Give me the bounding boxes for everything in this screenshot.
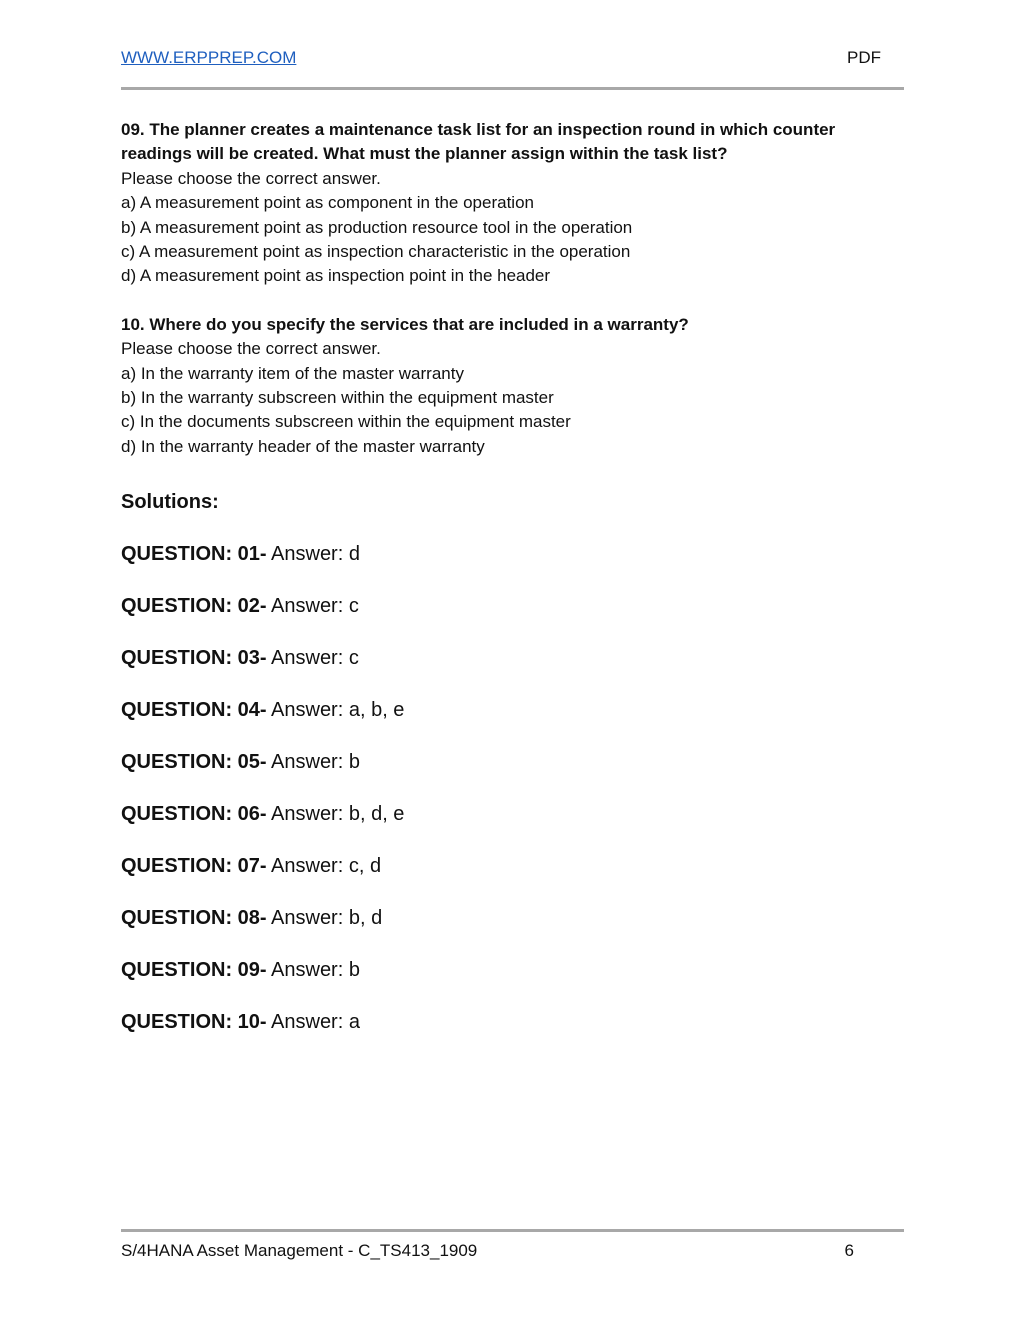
- answer-row: [121, 750, 901, 774]
- page-number: 6: [844, 1241, 854, 1260]
- option-b: b) In the warranty subscreen within the equipment master: [121, 388, 554, 408]
- answer-value: Answer: a: [266, 1011, 360, 1034]
- question-title-continued: readings will be created. What must the planner assign within the task list?: [121, 144, 728, 164]
- page-footer: [121, 1241, 854, 1265]
- answer-row: [121, 594, 901, 618]
- answer-row: [121, 958, 901, 982]
- answer-value: Answer: b: [266, 959, 360, 982]
- answer-question-label: QUESTION: 10-: [121, 1011, 267, 1034]
- answer-row: [121, 542, 901, 566]
- answer-question-label: QUESTION: 07-: [121, 855, 267, 878]
- option-c: c) A measurement point as inspection characteristic in the operation: [121, 242, 631, 262]
- answer-value: Answer: d: [266, 543, 360, 566]
- question-instruction: Please choose the correct answer.: [121, 168, 381, 188]
- answer-row: [121, 1010, 901, 1034]
- footer-title: S/4HANA Asset Management - C_TS413_1909: [121, 1241, 478, 1260]
- answer-value: Answer: b, d: [266, 907, 383, 930]
- footer-divider: [121, 1229, 904, 1232]
- answer-value: Answer: c: [266, 595, 359, 618]
- answer-row: [121, 854, 901, 878]
- solutions-heading: Solutions:: [121, 491, 219, 514]
- question-title: 10. Where do you specify the services that are included in a warranty?: [121, 314, 689, 334]
- answer-value: Answer: b, d, e: [266, 803, 405, 826]
- answer-question-label: QUESTION: 08-: [121, 907, 267, 930]
- header-divider: [121, 87, 904, 90]
- question-09: [121, 118, 901, 289]
- option-c: c) In the documents subscreen within the equipment master: [121, 412, 571, 432]
- answer-value: Answer: c, d: [266, 855, 382, 878]
- answer-question-label: QUESTION: 03-: [121, 647, 267, 670]
- option-a: a) In the warranty item of the master warranty: [121, 363, 464, 383]
- option-b: b) A measurement point as production resource tool in the operation: [121, 217, 633, 237]
- answers-list: [121, 542, 901, 1034]
- site-link[interactable]: WWW.ERPPREP.COM: [121, 48, 297, 67]
- option-d: d) In the warranty header of the master warranty: [121, 436, 485, 456]
- answer-question-label: QUESTION: 06-: [121, 803, 267, 826]
- spacer: [121, 289, 901, 313]
- page-header: [121, 48, 881, 72]
- option-a: a) A measurement point as component in the operation: [121, 193, 534, 213]
- answer-value: Answer: a, b, e: [266, 699, 405, 722]
- answer-row: [121, 646, 901, 670]
- question-10: [121, 313, 901, 459]
- question-instruction: Please choose the correct answer.: [121, 339, 381, 359]
- answer-question-label: QUESTION: 02-: [121, 595, 267, 618]
- answer-value: Answer: c: [266, 647, 359, 670]
- answer-row: [121, 906, 901, 930]
- page-content: [121, 118, 901, 1062]
- answer-row: [121, 802, 901, 826]
- answer-question-label: QUESTION: 09-: [121, 959, 267, 982]
- answer-question-label: QUESTION: 01-: [121, 543, 267, 566]
- answer-row: [121, 698, 901, 722]
- answer-value: Answer: b: [266, 751, 360, 774]
- question-title: 09. The planner creates a maintenance task list for an inspection round in which counter: [121, 120, 836, 139]
- answer-question-label: QUESTION: 05-: [121, 751, 267, 774]
- option-d: d) A measurement point as inspection point in the header: [121, 266, 551, 286]
- pdf-label: PDF: [847, 48, 881, 67]
- answer-question-label: QUESTION: 04-: [121, 699, 267, 722]
